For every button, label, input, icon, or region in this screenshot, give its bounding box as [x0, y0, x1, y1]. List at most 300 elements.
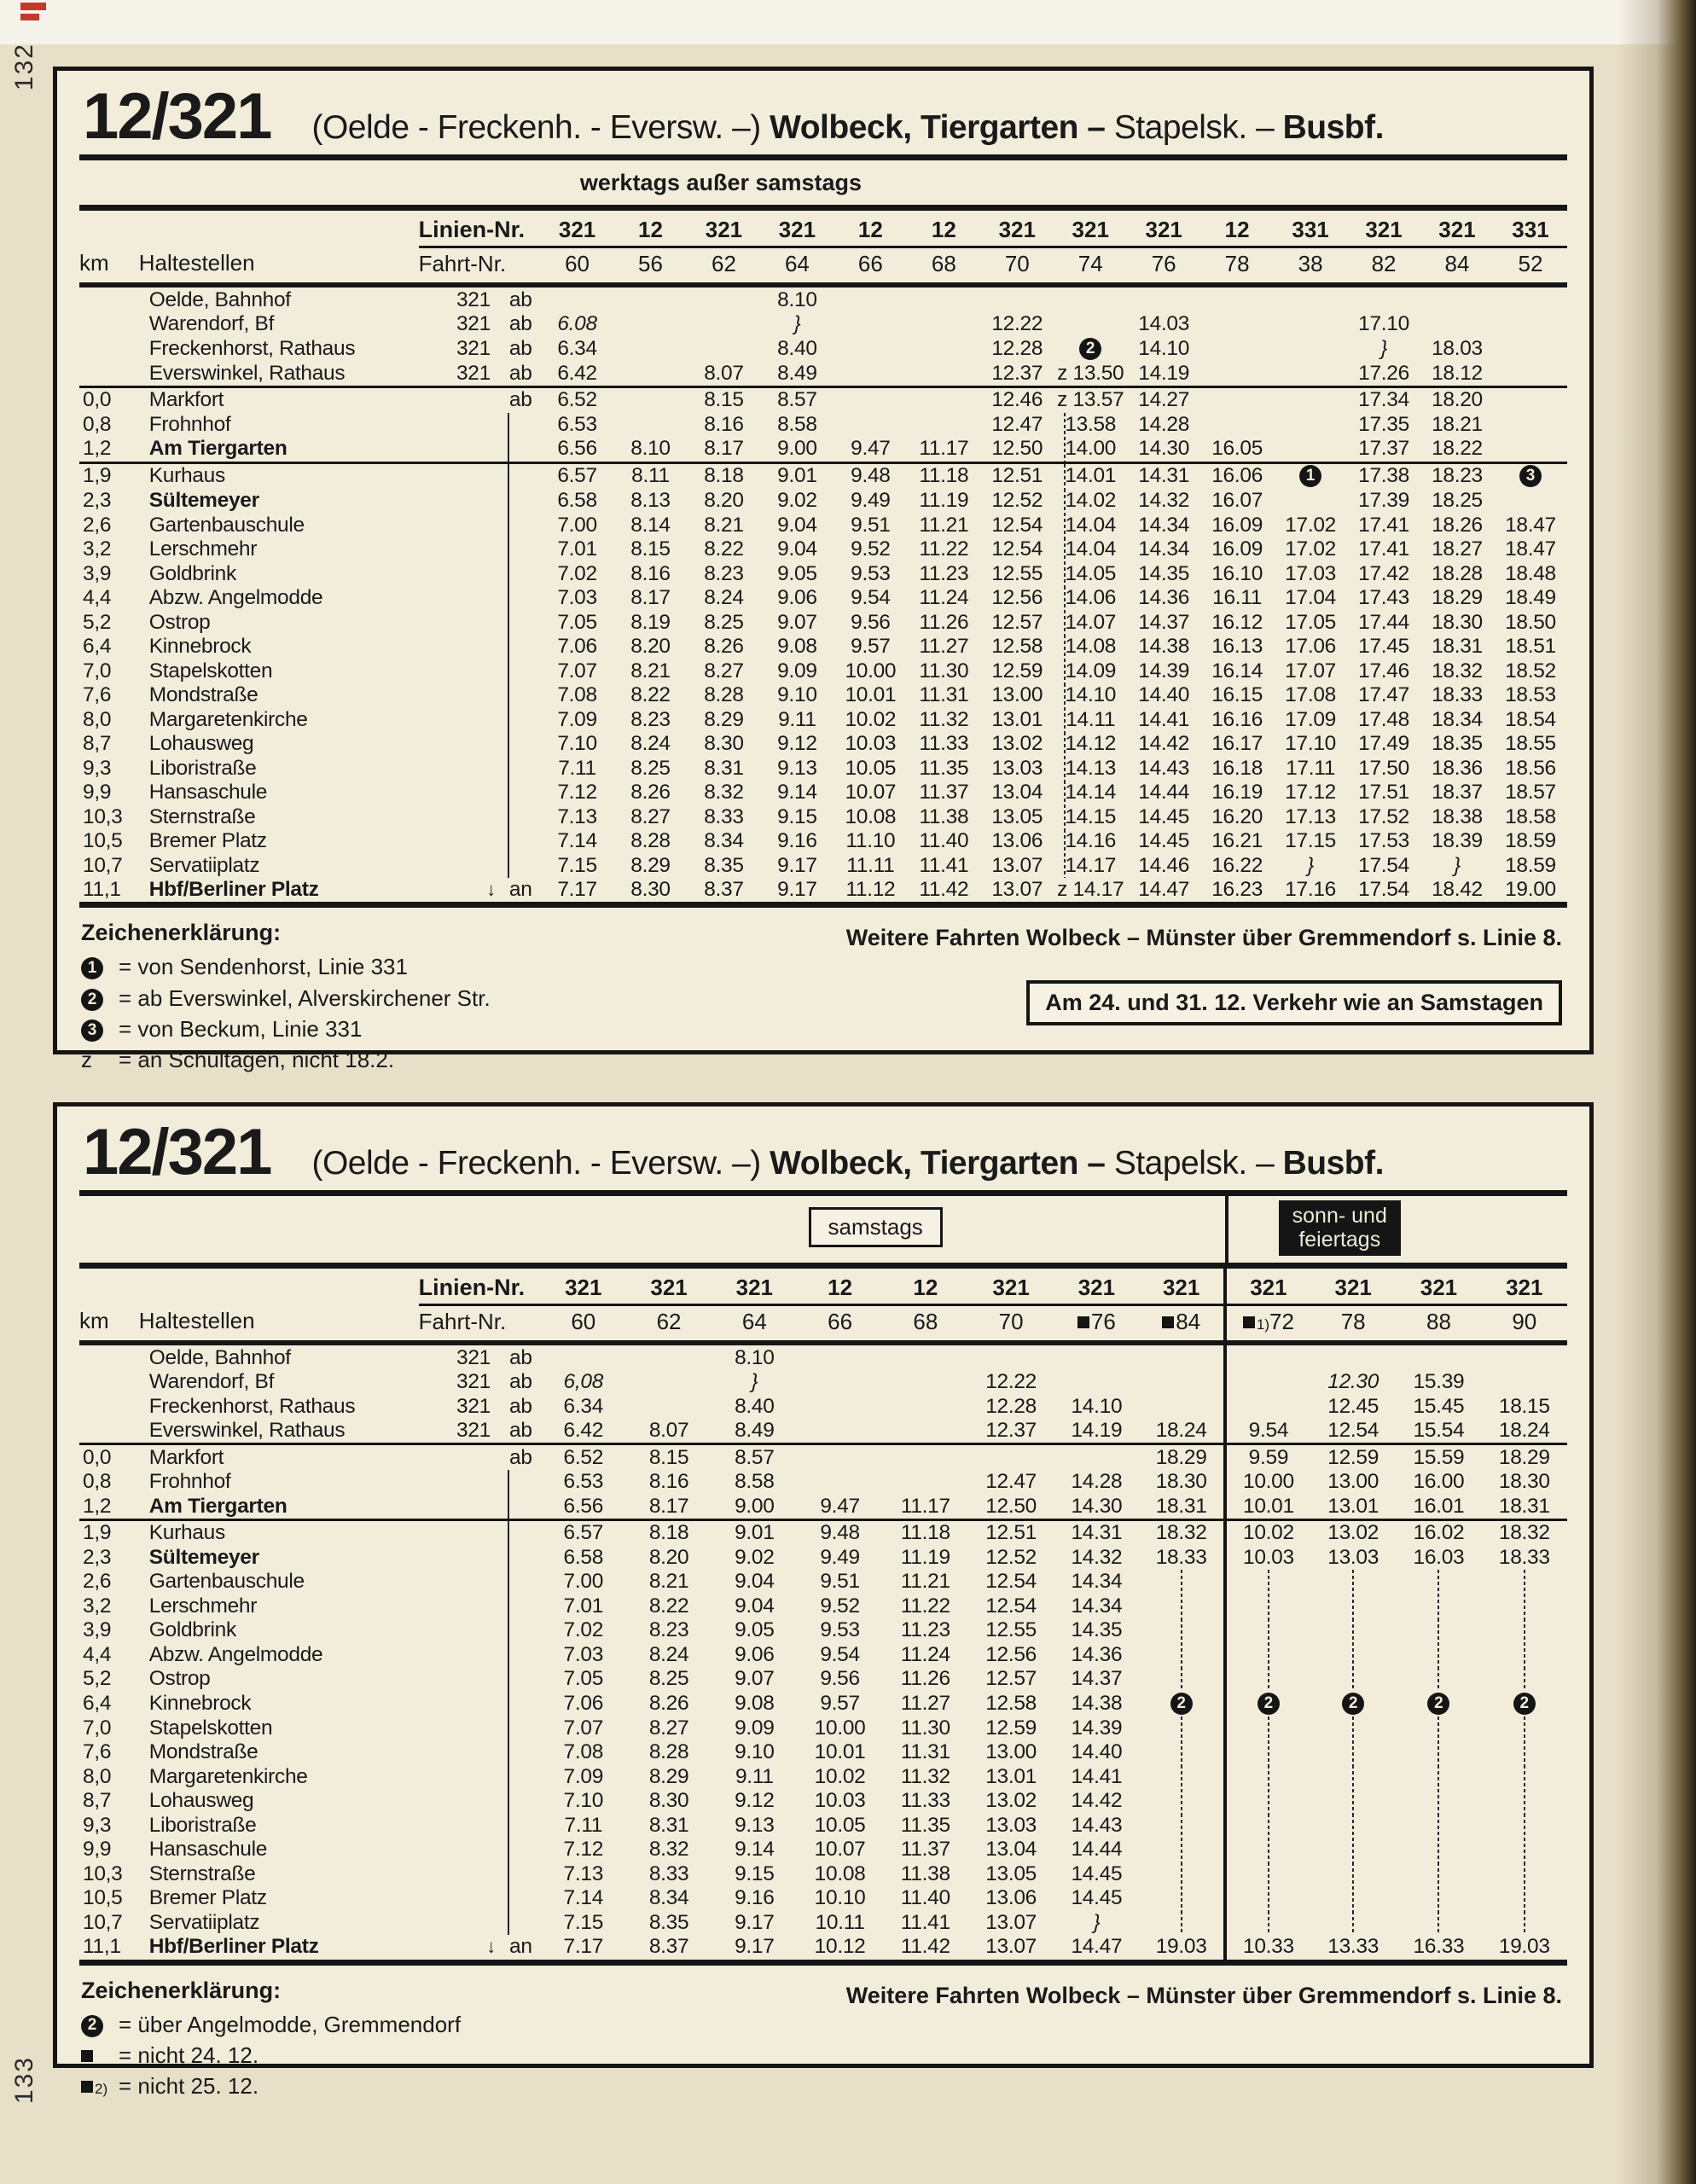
time-cell: 7.02	[557, 561, 597, 585]
time-cell: 16.06	[1211, 464, 1263, 488]
time-cell: 9.54	[851, 586, 891, 610]
time-cell: 8.34	[704, 829, 744, 853]
time-cell: 18.31	[1482, 1494, 1567, 1519]
stop-name: Sternstraße	[148, 804, 256, 828]
departure-arrival-mark	[419, 756, 541, 781]
legend-text: = nicht 24. 12.	[119, 2042, 259, 2068]
time-cell: 12.58	[991, 635, 1043, 659]
departure-arrival-mark	[419, 829, 541, 854]
time-cell: 7.01	[563, 1594, 604, 1618]
route-bold: Wolbeck, Tiergarten –	[770, 109, 1114, 146]
timetable-panel-werktags	[53, 67, 1594, 1073]
time-cell: 8.11	[631, 464, 670, 488]
fahrt-nr-value: 82	[1347, 247, 1420, 286]
column-group-divider	[1225, 1196, 1228, 1269]
time-cell: 12.28	[991, 336, 1043, 360]
time-cell	[1310, 1740, 1396, 1765]
time-cell	[1225, 1570, 1310, 1594]
time-cell: 9.01	[777, 464, 817, 488]
time-cell: 14.10	[1138, 336, 1190, 360]
time-cell: 17.54	[1358, 878, 1409, 902]
legend-item	[81, 2040, 461, 2071]
time-cell: 9.53	[851, 561, 891, 585]
stop-name: Hansaschule	[148, 781, 268, 804]
line-and-departure-mark: 321 ab	[419, 362, 541, 387]
timetable-grid	[79, 211, 1567, 902]
samstags-box: samstags	[809, 1207, 943, 1247]
time-cell: 6.57	[557, 464, 597, 488]
time-cell: 13.02	[991, 732, 1043, 756]
time-cell: 8.21	[648, 1570, 689, 1594]
time-cell	[1140, 1838, 1225, 1862]
time-cell: 10.03	[845, 732, 897, 756]
legend-items	[81, 2009, 461, 2102]
time-cell: 12.59	[991, 659, 1043, 682]
time-cell: 8.34	[648, 1886, 689, 1910]
time-cell: 14.34	[1071, 1570, 1123, 1594]
time-cell: 9.05	[777, 561, 817, 585]
time-cell	[1482, 1570, 1567, 1594]
time-cell: 18.12	[1420, 362, 1494, 387]
time-cell: 9.48	[820, 1521, 860, 1545]
time-cell: 9.49	[820, 1545, 860, 1569]
stop-row	[79, 707, 1567, 732]
legend-text: = nicht 25. 12.	[119, 2073, 259, 2100]
time-cell: 19.03	[1155, 1935, 1207, 1959]
time-cell	[1494, 413, 1567, 438]
time-cell: 7.03	[563, 1642, 604, 1666]
line-and-departure-mark: 321 ab	[456, 288, 532, 311]
time-cell: 10.00	[845, 659, 897, 682]
departure-arrival-mark	[419, 437, 541, 462]
km-value	[79, 1419, 139, 1444]
time-cell	[1396, 1570, 1481, 1594]
stop-name: Lohausweg	[148, 732, 254, 756]
time-cell: 9.04	[735, 1594, 775, 1618]
line-and-departure-mark: 321 ab	[456, 312, 532, 336]
time-cell: z 13.50	[1054, 362, 1127, 387]
departure-arrival-mark	[419, 635, 541, 659]
route-plain: Stapelsk. –	[1113, 109, 1283, 146]
time-cell: 10.00	[814, 1716, 866, 1740]
time-cell: 13.01	[1310, 1494, 1396, 1519]
stop-name: Am Tiergarten	[139, 437, 419, 462]
time-cell: 11.38	[900, 1862, 950, 1885]
time-cell: 14.04	[1054, 537, 1127, 562]
time-cell	[907, 362, 980, 387]
stop-row	[79, 586, 1567, 611]
time-cell: 12.56	[991, 586, 1043, 610]
time-cell: 8.23	[630, 707, 671, 731]
time-cell: 18.55	[1505, 732, 1556, 756]
time-cell: 8.25	[648, 1667, 689, 1691]
time-cell	[833, 387, 907, 413]
time-cell: 11.32	[919, 707, 969, 731]
feeder-stop-row	[79, 336, 1567, 361]
time-cell	[1396, 1862, 1481, 1887]
time-cell	[797, 1444, 882, 1470]
departure-arrival-mark	[419, 853, 541, 878]
time-cell	[614, 413, 688, 438]
time-cell: 7.07	[563, 1716, 604, 1740]
legend-title: Zeichenerklärung:	[81, 1977, 282, 2003]
time-cell: 6.08	[557, 312, 597, 336]
linien-nr-label: Linien-Nr.	[419, 211, 541, 247]
time-cell: 6.56	[541, 437, 614, 462]
time-cell: 8.15	[630, 537, 671, 561]
time-cell: 14.07	[1054, 610, 1127, 635]
time-cell	[1482, 1765, 1567, 1790]
time-cell: 17.41	[1358, 537, 1409, 561]
line-and-departure-mark: 321 ab	[419, 1419, 541, 1444]
time-cell	[626, 1394, 712, 1419]
stop-name: Bremer Platz	[148, 1886, 267, 1910]
time-cell: 12.28	[985, 1394, 1037, 1418]
time-cell: 7.12	[557, 781, 597, 804]
km-value: 6,4	[83, 1691, 112, 1715]
stop-row	[79, 1618, 1567, 1643]
time-cell: 7.08	[557, 683, 597, 707]
time-cell	[1140, 1570, 1225, 1594]
time-cell: 14.46	[1138, 853, 1190, 877]
time-cell: 8.15	[648, 1445, 689, 1469]
km-value: 10,5	[83, 1886, 123, 1910]
time-cell: 14.32	[1138, 489, 1190, 513]
time-cell: 8.32	[648, 1838, 689, 1862]
departure-arrival-mark	[419, 1618, 541, 1643]
stop-name: Ostrop	[148, 610, 211, 634]
km-value: 4,4	[83, 586, 112, 610]
time-cell: 8.22	[648, 1594, 689, 1618]
time-cell: 9.54	[1225, 1419, 1310, 1444]
time-cell	[907, 312, 980, 337]
footnote-1-icon: 1	[81, 957, 103, 979]
fahrt-nr-value: 76	[1127, 247, 1200, 286]
stop-name: Stapelskotten	[148, 1716, 273, 1740]
time-cell: 8.37	[704, 878, 744, 902]
time-cell: 14.37	[1138, 610, 1190, 634]
linien-nr-value: 321	[1482, 1269, 1567, 1305]
time-cell	[797, 1419, 882, 1444]
time-cell: 19.03	[1498, 1935, 1550, 1959]
time-cell: 14.10	[1054, 683, 1127, 708]
time-cell: 8.10	[777, 288, 817, 311]
time-cell	[1274, 489, 1347, 514]
divider-rule	[79, 1190, 1567, 1196]
time-cell: 16.00	[1413, 1470, 1465, 1494]
stop-name: Lerschmehr	[148, 537, 258, 561]
time-cell	[1310, 1814, 1396, 1838]
linien-nr-value: 321	[1140, 1269, 1225, 1305]
linien-nr-value: 12	[833, 211, 907, 247]
stop-name: Goldbrink	[148, 561, 236, 585]
departure-arrival-mark	[419, 1838, 541, 1862]
time-cell: 6.52	[557, 388, 597, 412]
stop-name: Warendorf, Bf	[148, 312, 275, 336]
km-column-label: km	[79, 1305, 139, 1344]
sonn-line2: feiertags	[1298, 1227, 1381, 1252]
time-cell	[1054, 1343, 1139, 1370]
time-cell: 11.40	[919, 829, 969, 853]
time-cell: 18.37	[1432, 781, 1483, 804]
time-cell: 9.07	[777, 610, 817, 634]
footnote-2-icon: 2	[81, 2015, 103, 2037]
time-cell: 12.57	[991, 610, 1043, 634]
km-value: 0,8	[83, 412, 112, 436]
time-cell: 17.44	[1358, 610, 1409, 634]
stop-name: Sternstraße	[148, 1862, 256, 1885]
time-cell: 8.26	[704, 635, 744, 659]
time-cell: 11.24	[919, 586, 969, 610]
time-cell	[1482, 1618, 1567, 1643]
km-value: 9,9	[83, 781, 112, 804]
fahrt-nr-value: 38	[1274, 247, 1347, 286]
km-value	[79, 1370, 139, 1395]
time-cell: 18.48	[1505, 561, 1556, 585]
linien-nr-value: 321	[712, 1269, 797, 1305]
time-cell	[797, 1470, 882, 1495]
stop-name: Kurhaus	[148, 464, 225, 488]
time-cell	[1482, 1642, 1567, 1667]
time-cell	[1200, 336, 1274, 361]
time-cell: 8.17	[687, 437, 760, 462]
km-value: 7,0	[83, 1716, 112, 1740]
stop-name: Frohnhof	[148, 1470, 231, 1494]
route-heading	[311, 109, 1383, 147]
departure-arrival-mark	[419, 489, 541, 514]
time-cell	[1310, 1343, 1396, 1370]
time-cell: 18.59	[1505, 829, 1556, 853]
departure-arrival-mark	[419, 1911, 541, 1936]
footnote-2-icon: 2	[1342, 1693, 1364, 1715]
time-cell: 10.05	[845, 756, 897, 780]
fahrt-nr-value: 1)72	[1225, 1305, 1310, 1344]
time-cell: 8.33	[704, 804, 744, 828]
time-cell: 7.11	[564, 1813, 603, 1837]
departure-arrival-mark	[419, 1519, 541, 1545]
time-cell: 12.37	[968, 1419, 1054, 1444]
time-cell: 18.31	[1432, 635, 1483, 659]
fahrt-nr-value: 68	[883, 1305, 968, 1344]
time-cell: 19.00	[1505, 878, 1556, 902]
time-cell: 9.06	[777, 586, 817, 610]
legend-item	[81, 2071, 461, 2101]
stop-name: Mondstraße	[148, 1740, 258, 1764]
time-cell	[907, 285, 980, 312]
time-cell: 12.54	[985, 1594, 1037, 1618]
square-footnote-icon	[1162, 1316, 1174, 1328]
time-cell	[712, 1370, 797, 1395]
route-plain: Stapelsk. –	[1113, 1145, 1283, 1182]
time-cell	[1274, 853, 1347, 878]
stop-name: Gartenbauschule	[148, 1570, 305, 1594]
time-cell	[614, 336, 688, 361]
time-cell	[883, 1419, 968, 1444]
time-cell	[833, 312, 907, 337]
time-cell: 17.12	[1285, 781, 1336, 804]
time-cell: 14.45	[1138, 829, 1190, 853]
time-cell: 16.03	[1413, 1545, 1465, 1569]
time-cell: 17.03	[1285, 561, 1336, 585]
time-cell: 17.46	[1358, 659, 1409, 682]
line-and-departure-mark: 321 ab	[456, 1370, 532, 1394]
time-cell	[760, 312, 833, 337]
time-cell: 9.10	[735, 1740, 775, 1764]
time-cell	[1396, 1740, 1481, 1765]
time-cell	[687, 285, 760, 312]
time-cell: 8.24	[630, 732, 671, 756]
km-value	[79, 1394, 139, 1419]
time-cell: 8.26	[630, 781, 671, 804]
time-cell: 6.52	[563, 1445, 604, 1469]
time-cell	[1140, 1789, 1225, 1814]
time-cell: 13.03	[991, 756, 1043, 780]
stop-name: Everswinkel, Rathaus	[139, 362, 419, 387]
legend-text: = an Schultagen, nicht 18.2.	[119, 1047, 395, 1073]
time-cell: 14.03	[1138, 312, 1190, 336]
route-plain: (Oelde - Freckenh. - Eversw. –)	[311, 1145, 770, 1182]
time-cell: 14.44	[1071, 1838, 1123, 1862]
time-cell: 8.30	[630, 878, 671, 902]
time-cell	[1140, 1642, 1225, 1667]
time-cell: 8.10	[735, 1345, 775, 1369]
stop-name: Stapelskotten	[148, 659, 273, 682]
time-cell: 14.12	[1054, 732, 1127, 757]
time-cell: 7.05	[563, 1667, 604, 1691]
time-cell	[1482, 1911, 1567, 1936]
time-cell	[614, 312, 688, 337]
time-cell: 9.47	[797, 1494, 882, 1519]
legend	[79, 908, 1567, 1076]
stop-row	[79, 732, 1567, 757]
time-cell: 8.16	[704, 412, 744, 436]
time-cell: 10.00	[1225, 1470, 1310, 1495]
km-value: 10,7	[83, 1910, 123, 1934]
time-cell: 13.04	[985, 1838, 1037, 1862]
time-cell	[797, 1394, 882, 1419]
time-cell: 13.58	[1054, 413, 1127, 438]
time-cell: 12.55	[985, 1618, 1037, 1642]
km-value: 8,0	[83, 1764, 112, 1788]
time-cell	[1310, 1570, 1396, 1594]
linien-nr-value: 331	[1274, 211, 1347, 247]
time-cell	[1494, 387, 1567, 413]
fahrt-nr-value: 62	[626, 1305, 712, 1344]
departure-arrival-mark	[419, 1886, 541, 1911]
stop-name: Lohausweg	[148, 1789, 254, 1813]
time-cell: 8.26	[648, 1691, 689, 1715]
km-value: 11,1	[83, 1935, 121, 1959]
time-cell: 6.53	[563, 1470, 604, 1494]
timetable-header	[79, 1107, 1567, 1190]
time-cell	[1225, 1618, 1310, 1643]
time-cell	[1494, 285, 1567, 312]
time-cell: 11.22	[919, 537, 969, 561]
time-cell: 8.17	[630, 586, 671, 610]
fahrt-nr-value: 56	[614, 247, 688, 286]
time-cell: 17.06	[1285, 635, 1336, 659]
fahrt-nr-value: 60	[541, 1305, 626, 1344]
timetable-header	[79, 71, 1567, 154]
time-cell: 15.54	[1396, 1419, 1481, 1444]
time-cell: 17.37	[1347, 437, 1420, 462]
stop-row	[79, 1935, 1567, 1960]
time-cell	[1140, 1911, 1225, 1936]
time-cell	[1140, 1716, 1225, 1741]
stop-row	[79, 781, 1567, 805]
time-cell: 8.27	[704, 659, 744, 682]
km-value	[79, 362, 139, 387]
time-cell: 16.22	[1211, 853, 1263, 877]
time-cell	[1140, 1343, 1225, 1370]
time-cell: 9.51	[820, 1570, 860, 1594]
time-cell	[1494, 462, 1567, 489]
stop-row	[79, 1886, 1567, 1911]
time-cell: 18.31	[1140, 1494, 1225, 1519]
time-cell: 17.45	[1358, 635, 1409, 659]
time-cell	[1310, 1765, 1396, 1790]
time-cell: 7.14	[563, 1886, 604, 1910]
legend-text: = über Angelmodde, Gremmendorf	[119, 2011, 462, 2037]
time-cell: 7.12	[563, 1838, 604, 1862]
time-cell	[1310, 1642, 1396, 1667]
time-cell: 14.38	[1138, 635, 1190, 659]
time-cell: 13.05	[991, 804, 1043, 828]
time-cell: 14.43	[1071, 1813, 1123, 1837]
time-cell: 11.38	[919, 804, 969, 828]
time-cell: 10.08	[845, 804, 897, 828]
time-cell: 7.17	[563, 1935, 604, 1959]
fahrt-nr-value: 60	[541, 247, 614, 286]
time-cell	[1494, 336, 1567, 361]
time-cell: 14.37	[1071, 1667, 1123, 1691]
time-cell: 13.01	[985, 1764, 1037, 1788]
time-cell	[1140, 1370, 1225, 1395]
time-cell: 9.00	[712, 1494, 797, 1519]
linien-nr-value: 12	[797, 1269, 882, 1305]
km-value: 2,6	[83, 513, 112, 537]
feeder-stop-row	[79, 312, 1567, 337]
fahrt-nr-value: 84	[1140, 1305, 1225, 1344]
scan-top-margin	[0, 0, 1696, 44]
stop-row	[79, 1444, 1567, 1470]
time-cell: z 14.17	[1057, 878, 1124, 902]
time-cell: 8.07	[626, 1419, 712, 1444]
time-cell: 10.01	[845, 683, 897, 707]
time-cell: 11.19	[900, 1545, 950, 1569]
time-cell	[797, 1370, 882, 1395]
time-cell: 10.01	[1225, 1494, 1310, 1519]
time-cell: 14.30	[1127, 437, 1200, 462]
time-cell: 9.07	[735, 1667, 775, 1691]
departure-arrival-mark	[419, 804, 541, 829]
time-cell: 10.02	[845, 707, 897, 731]
time-cell: 8.35	[648, 1910, 689, 1934]
print-registration-mark	[20, 3, 46, 10]
time-cell: 18.30	[1432, 610, 1483, 634]
time-cell	[1482, 1716, 1567, 1741]
time-cell: 12.59	[985, 1716, 1037, 1740]
time-cell: 17.49	[1358, 732, 1409, 756]
time-cell	[1494, 437, 1567, 462]
time-cell: 18.30	[1498, 1470, 1550, 1494]
time-cell: 12.54	[991, 513, 1043, 537]
time-cell: 14.32	[1071, 1545, 1123, 1569]
time-cell: 8.21	[704, 513, 744, 537]
fahrt-nr-value: 64	[712, 1305, 797, 1344]
time-cell: 8.29	[704, 707, 744, 731]
time-cell: 9.17	[735, 1935, 775, 1959]
